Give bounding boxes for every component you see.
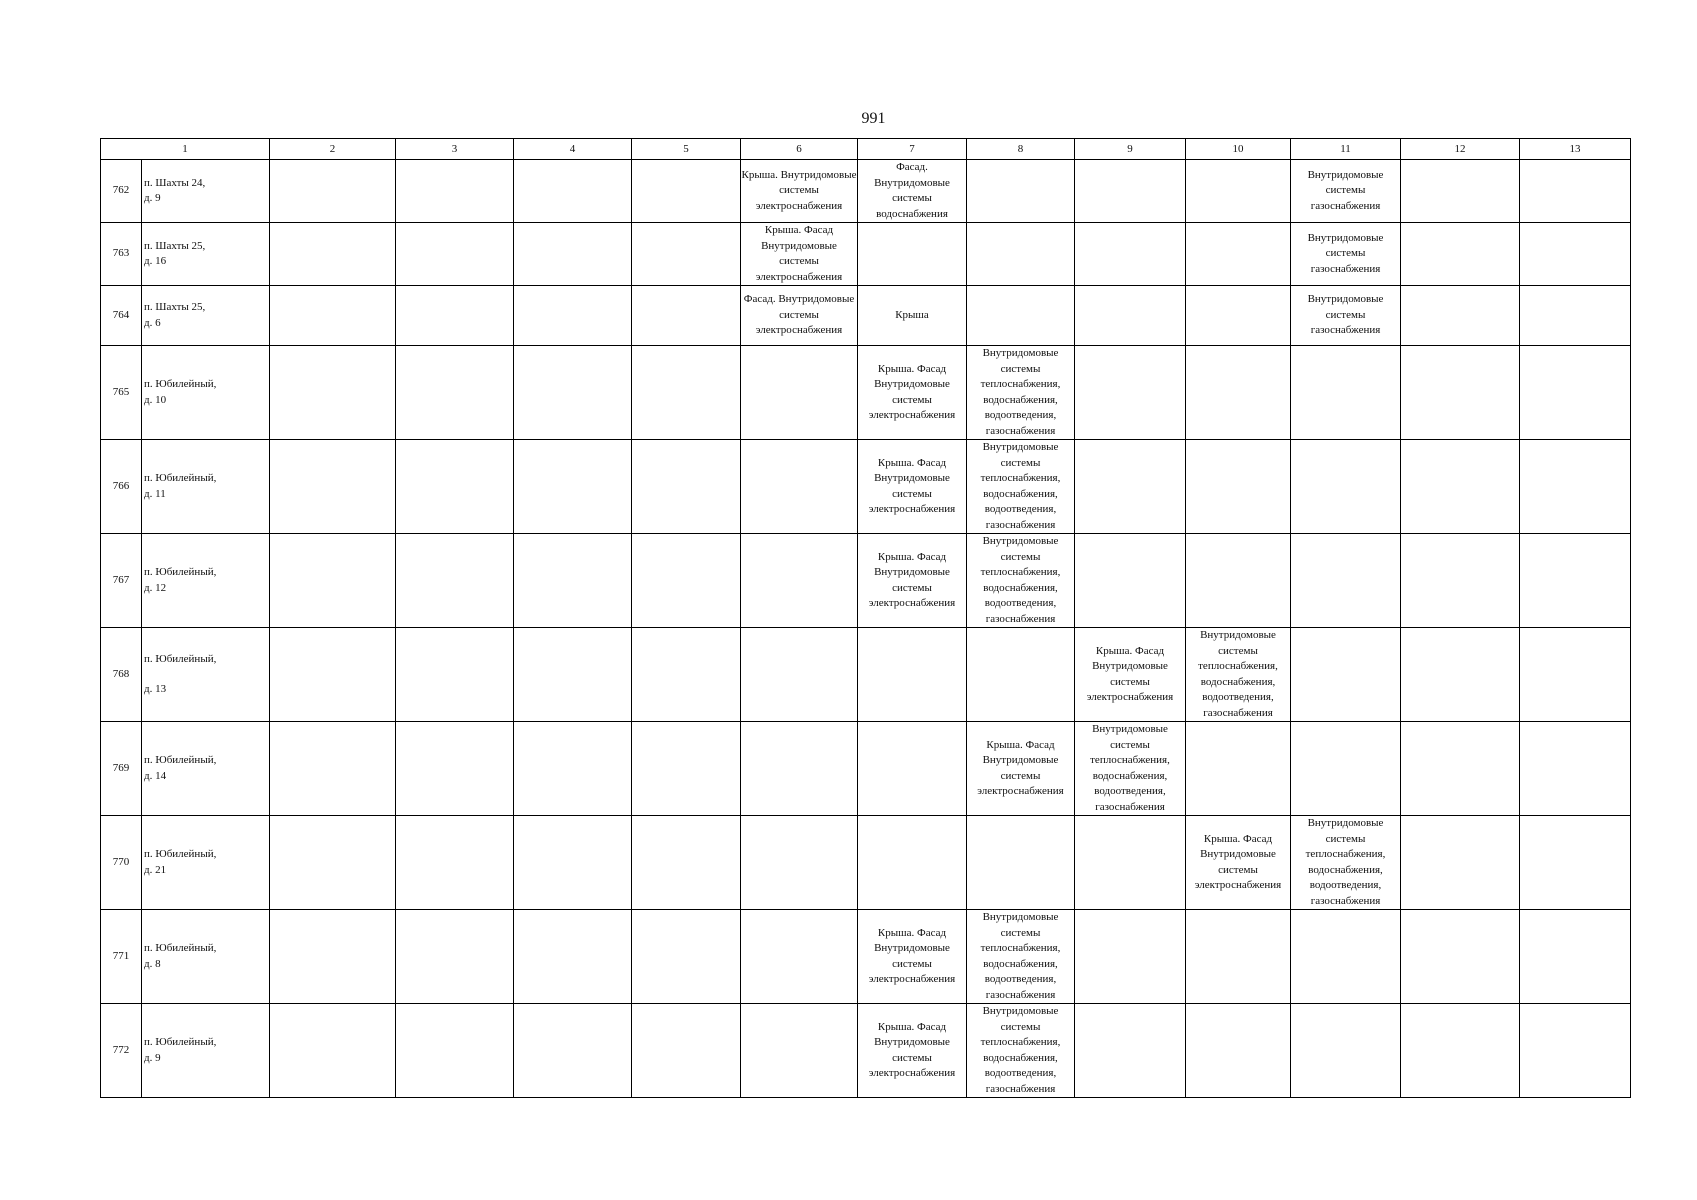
address-settlement: п. Юбилейный, — [144, 378, 217, 390]
work-cell-col-10 — [1186, 440, 1291, 534]
work-cell-col-6 — [741, 534, 858, 628]
row-number: 771 — [101, 910, 142, 1004]
address-cell — [142, 160, 270, 223]
row-number: 768 — [101, 628, 142, 722]
work-cell-col-3 — [396, 286, 514, 346]
work-cell-col-12 — [1401, 223, 1520, 286]
work-cell-col-6: Крыша. Внутридомовые системы электроснабжения — [741, 160, 858, 223]
work-cell-col-5 — [632, 346, 741, 440]
work-cell-col-12 — [1401, 286, 1520, 346]
work-cell-col-10 — [1186, 223, 1291, 286]
table-row — [101, 286, 1631, 346]
work-cell-col-11 — [1291, 534, 1401, 628]
work-cell-col-6 — [741, 816, 858, 910]
address-settlement: п. Юбилейный, — [144, 754, 217, 766]
work-cell-col-4 — [514, 910, 632, 1004]
column-header: 13 — [1520, 139, 1631, 160]
row-number: 767 — [101, 534, 142, 628]
work-cell-col-6 — [741, 1004, 858, 1098]
work-cell-col-11 — [1291, 910, 1401, 1004]
work-cell-col-2 — [270, 286, 396, 346]
work-cell-col-10: Внутридомовые системы теплоснабжения, водоснабжения, водоотведения, газоснабжения — [1186, 628, 1291, 722]
work-cell-col-9 — [1075, 223, 1186, 286]
work-cell-col-11: Внутридомовые системы газоснабжения — [1291, 160, 1401, 223]
work-cell-col-10 — [1186, 286, 1291, 346]
work-cell-col-5 — [632, 816, 741, 910]
row-number: 765 — [101, 346, 142, 440]
work-cell-col-7 — [858, 223, 967, 286]
work-cell-col-11 — [1291, 346, 1401, 440]
work-cell-col-2 — [270, 346, 396, 440]
work-cell-col-10 — [1186, 1004, 1291, 1098]
work-cell-col-13 — [1520, 440, 1631, 534]
work-cell-col-2 — [270, 628, 396, 722]
work-cell-col-4 — [514, 722, 632, 816]
column-header: 8 — [967, 139, 1075, 160]
work-cell-col-13 — [1520, 910, 1631, 1004]
address-house: д. 6 — [144, 316, 161, 329]
work-cell-col-5 — [632, 286, 741, 346]
work-cell-col-2 — [270, 1004, 396, 1098]
column-header: 3 — [396, 139, 514, 160]
work-cell-col-11 — [1291, 1004, 1401, 1098]
address-house: д. 12 — [144, 581, 167, 594]
work-cell-col-5 — [632, 160, 741, 223]
table-row — [101, 628, 1631, 722]
work-cell-col-3 — [396, 722, 514, 816]
address-settlement: п. Шахты 25, — [144, 301, 206, 313]
work-cell-col-7 — [858, 816, 967, 910]
table-row — [101, 816, 1631, 910]
column-header: 4 — [514, 139, 632, 160]
work-cell-col-11 — [1291, 628, 1401, 722]
work-cell-col-5 — [632, 910, 741, 1004]
column-header: 12 — [1401, 139, 1520, 160]
row-number: 770 — [101, 816, 142, 910]
work-cell-col-7: Фасад. Внутридомовые системы водоснабжения — [858, 160, 967, 223]
work-cell-col-4 — [514, 160, 632, 223]
row-number: 762 — [101, 160, 142, 223]
work-cell-col-12 — [1401, 816, 1520, 910]
work-cell-col-10 — [1186, 160, 1291, 223]
table-row — [101, 160, 1631, 223]
column-header: 6 — [741, 139, 858, 160]
work-cell-col-5 — [632, 440, 741, 534]
work-cell-col-4 — [514, 1004, 632, 1098]
column-header: 10 — [1186, 139, 1291, 160]
address-settlement: п. Шахты 25, — [144, 239, 206, 252]
work-cell-col-13 — [1520, 628, 1631, 722]
address-cell — [142, 534, 270, 628]
work-cell-col-10 — [1186, 534, 1291, 628]
work-cell-col-6: Крыша. Фасад Внутридомовые системы электроснабжения — [741, 223, 858, 286]
address-cell — [142, 1004, 270, 1098]
work-cell-col-3 — [396, 223, 514, 286]
work-cell-col-4 — [514, 816, 632, 910]
work-cell-col-2 — [270, 440, 396, 534]
work-cell-col-2 — [270, 223, 396, 286]
work-cell-col-11 — [1291, 722, 1401, 816]
address-cell — [142, 722, 270, 816]
work-cell-col-8: Внутридомовые системы теплоснабжения, водоснабжения, водоотведения, газоснабжения — [967, 1004, 1075, 1098]
work-cell-col-5 — [632, 628, 741, 722]
work-cell-col-13 — [1520, 722, 1631, 816]
work-cell-col-13 — [1520, 1004, 1631, 1098]
work-cell-col-7: Крыша. Фасад Внутридомовые системы электроснабжения — [858, 346, 967, 440]
work-cell-col-7: Крыша. Фасад Внутридомовые системы электроснабжения — [858, 440, 967, 534]
work-cell-col-12 — [1401, 722, 1520, 816]
address-settlement: п. Юбилейный, — [144, 566, 217, 578]
work-cell-col-13 — [1520, 534, 1631, 628]
work-cell-col-13 — [1520, 816, 1631, 910]
work-cell-col-7: Крыша. Фасад Внутридомовые системы электроснабжения — [858, 534, 967, 628]
work-cell-col-7 — [858, 722, 967, 816]
work-cell-col-5 — [632, 1004, 741, 1098]
work-cell-col-3 — [396, 816, 514, 910]
work-cell-col-3 — [396, 1004, 514, 1098]
work-cell-col-4 — [514, 346, 632, 440]
row-number: 766 — [101, 440, 142, 534]
work-cell-col-8: Внутридомовые системы теплоснабжения, водоснабжения, водоотведения, газоснабжения — [967, 346, 1075, 440]
column-number-header-row — [101, 139, 1631, 160]
work-cell-col-9 — [1075, 534, 1186, 628]
address-cell — [142, 628, 270, 722]
work-cell-col-9 — [1075, 910, 1186, 1004]
table-row — [101, 440, 1631, 534]
work-cell-col-4 — [514, 223, 632, 286]
work-cell-col-9 — [1075, 440, 1186, 534]
address-settlement: п. Шахты 24, — [144, 176, 206, 189]
row-number: 763 — [101, 223, 142, 286]
work-cell-col-5 — [632, 534, 741, 628]
work-cell-col-8 — [967, 286, 1075, 346]
column-header: 5 — [632, 139, 741, 160]
column-header: 7 — [858, 139, 967, 160]
work-cell-col-9 — [1075, 816, 1186, 910]
work-cell-col-6 — [741, 346, 858, 440]
work-cell-col-13 — [1520, 346, 1631, 440]
work-cell-col-9 — [1075, 346, 1186, 440]
work-cell-col-13 — [1520, 286, 1631, 346]
work-cell-col-7: Крыша. Фасад Внутридомовые системы электроснабжения — [858, 1004, 967, 1098]
address-house: д. 13 — [144, 683, 167, 695]
work-cell-col-9: Крыша. Фасад Внутридомовые системы электроснабжения — [1075, 628, 1186, 722]
work-cell-col-10 — [1186, 910, 1291, 1004]
work-cell-col-3 — [396, 440, 514, 534]
work-cell-col-8: Внутридомовые системы теплоснабжения, водоснабжения, водоотведения, газоснабжения — [967, 534, 1075, 628]
work-cell-col-9 — [1075, 286, 1186, 346]
work-cell-col-2 — [270, 722, 396, 816]
work-cell-col-6 — [741, 628, 858, 722]
work-cell-col-7 — [858, 628, 967, 722]
work-cell-col-11: Внутридомовые системы газоснабжения — [1291, 223, 1401, 286]
work-cell-col-8 — [967, 160, 1075, 223]
work-cell-col-12 — [1401, 910, 1520, 1004]
work-cell-col-2 — [270, 910, 396, 1004]
address-cell — [142, 286, 270, 346]
address-house: д. 9 — [144, 1051, 161, 1064]
work-cell-col-4 — [514, 534, 632, 628]
work-cell-col-11: Внутридомовые системы газоснабжения — [1291, 286, 1401, 346]
address-cell — [142, 816, 270, 910]
work-cell-col-7: Крыша — [858, 286, 967, 346]
column-header: 2 — [270, 139, 396, 160]
work-cell-col-12 — [1401, 346, 1520, 440]
work-cell-col-3 — [396, 628, 514, 722]
work-cell-col-10 — [1186, 346, 1291, 440]
work-cell-col-12 — [1401, 628, 1520, 722]
work-cell-col-6 — [741, 440, 858, 534]
work-cell-col-12 — [1401, 160, 1520, 223]
work-cell-col-8 — [967, 816, 1075, 910]
table-row — [101, 1004, 1631, 1098]
work-cell-col-6 — [741, 910, 858, 1004]
work-cell-col-3 — [396, 160, 514, 223]
column-header: 9 — [1075, 139, 1186, 160]
address-house: д. 21 — [144, 863, 167, 876]
work-cell-col-8 — [967, 628, 1075, 722]
address-cell — [142, 223, 270, 286]
repair-schedule-table — [100, 138, 1631, 1098]
work-cell-col-9 — [1075, 160, 1186, 223]
work-cell-col-4 — [514, 628, 632, 722]
address-house: д. 10 — [144, 393, 167, 406]
work-cell-col-2 — [270, 816, 396, 910]
work-cell-col-2 — [270, 160, 396, 223]
table-row — [101, 223, 1631, 286]
table-row — [101, 534, 1631, 628]
work-cell-col-5 — [632, 223, 741, 286]
work-cell-col-13 — [1520, 160, 1631, 223]
address-settlement: п. Юбилейный, — [144, 472, 217, 484]
address-house: д. 11 — [144, 487, 166, 500]
work-cell-col-10 — [1186, 722, 1291, 816]
row-number: 769 — [101, 722, 142, 816]
work-cell-col-3 — [396, 534, 514, 628]
work-cell-col-3 — [396, 910, 514, 1004]
address-house: д. 16 — [144, 255, 167, 267]
address-settlement: п. Юбилейный, — [144, 1036, 217, 1048]
work-cell-col-8 — [967, 223, 1075, 286]
address-cell — [142, 910, 270, 1004]
table-row — [101, 910, 1631, 1004]
work-cell-col-11 — [1291, 440, 1401, 534]
work-cell-col-3 — [396, 346, 514, 440]
work-cell-col-9 — [1075, 1004, 1186, 1098]
address-house: д. 14 — [144, 769, 167, 782]
column-header: 1 — [101, 139, 270, 160]
work-cell-col-7: Крыша. Фасад Внутридомовые системы электроснабжения — [858, 910, 967, 1004]
work-cell-col-9: Внутридомовые системы теплоснабжения, водоснабжения, водоотведения, газоснабжения — [1075, 722, 1186, 816]
work-cell-col-2 — [270, 534, 396, 628]
address-settlement: п. Юбилейный, — [144, 942, 217, 954]
table-row — [101, 346, 1631, 440]
work-cell-col-12 — [1401, 440, 1520, 534]
row-number: 764 — [101, 286, 142, 346]
address-settlement: п. Юбилейный, — [144, 652, 217, 665]
work-cell-col-6: Фасад. Внутридомовые системы электроснабжения — [741, 286, 858, 346]
work-cell-col-4 — [514, 286, 632, 346]
work-cell-col-12 — [1401, 1004, 1520, 1098]
work-cell-col-11: Внутридомовые системы теплоснабжения, водоснабжения, водоотведения, газоснабжения — [1291, 816, 1401, 910]
work-cell-col-6 — [741, 722, 858, 816]
work-cell-col-5 — [632, 722, 741, 816]
work-cell-col-13 — [1520, 223, 1631, 286]
column-header: 11 — [1291, 139, 1401, 160]
work-cell-col-4 — [514, 440, 632, 534]
work-cell-col-10: Крыша. Фасад Внутридомовые системы электроснабжения — [1186, 816, 1291, 910]
table-row — [101, 722, 1631, 816]
address-cell — [142, 440, 270, 534]
work-cell-col-8: Внутридомовые системы теплоснабжения, водоснабжения, водоотведения, газоснабжения — [967, 910, 1075, 1004]
page-number: 991 — [861, 110, 886, 127]
work-cell-col-12 — [1401, 534, 1520, 628]
work-cell-col-8: Крыша. Фасад Внутридомовые системы электроснабжения — [967, 722, 1075, 816]
address-settlement: п. Юбилейный, — [144, 848, 217, 860]
address-cell — [142, 346, 270, 440]
address-house: д. 9 — [144, 192, 161, 204]
row-number: 772 — [101, 1004, 142, 1098]
work-cell-col-8: Внутридомовые системы теплоснабжения, водоснабжения, водоотведения, газоснабжения — [967, 440, 1075, 534]
address-house: д. 8 — [144, 957, 161, 970]
